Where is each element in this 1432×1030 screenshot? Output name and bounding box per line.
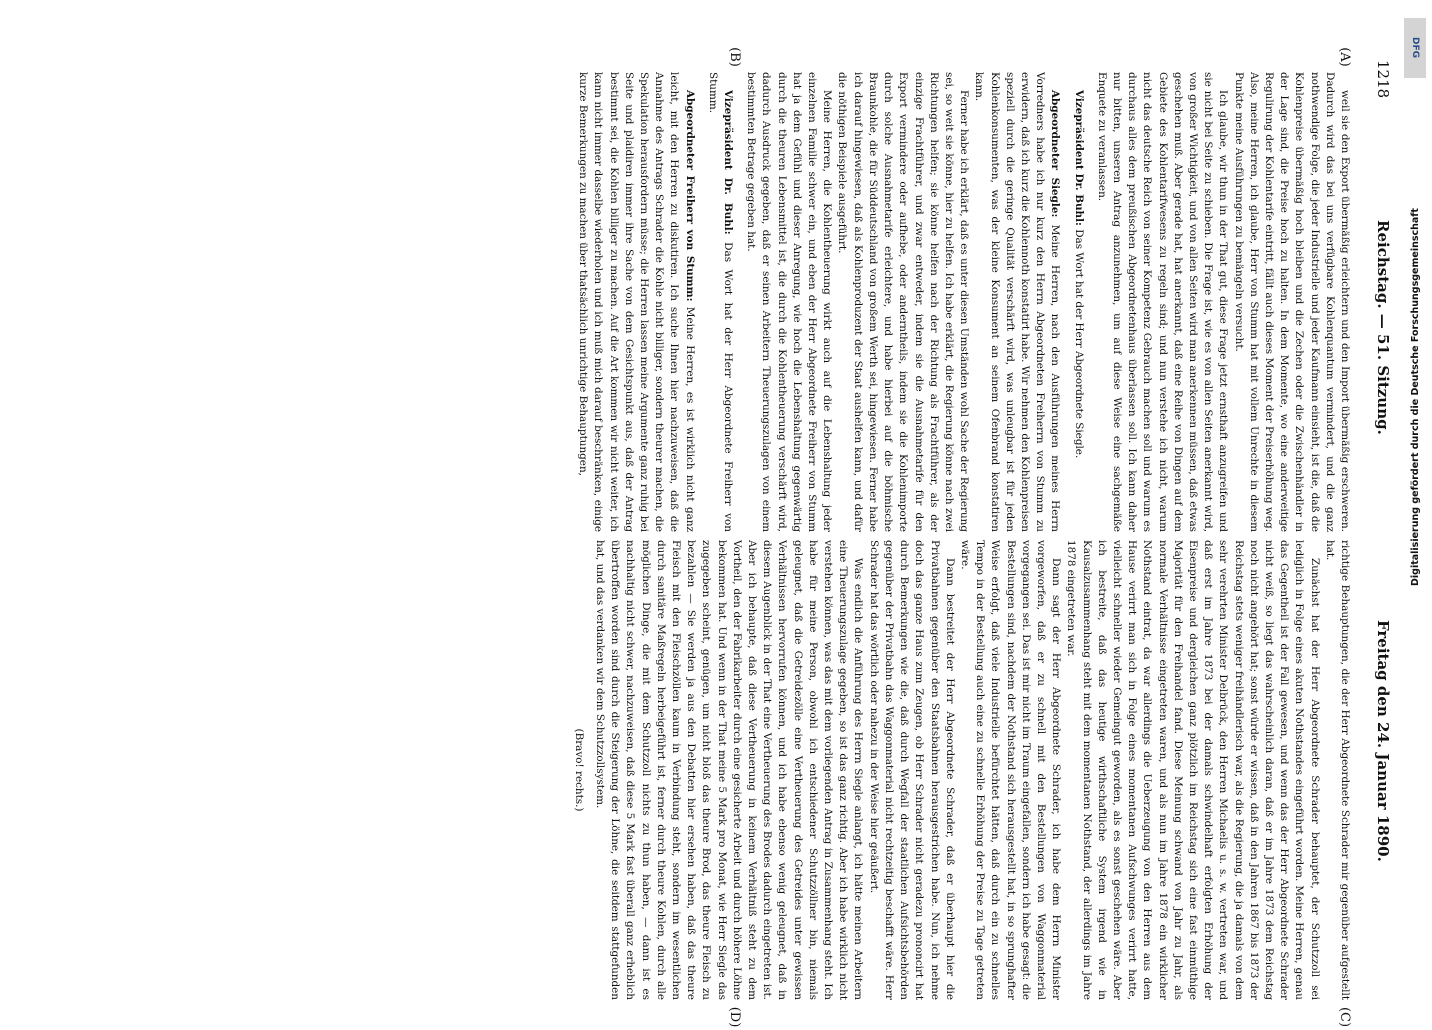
digitization-note: Digitalisierung gefördert durch die Deutsche Forschungsgemeinschaft [1410, 208, 1421, 586]
speech-text: Das Wort hat der Herr Abgeordnete Freiherr von Stumm. [706, 72, 735, 532]
page-header [1366, 60, 1392, 990]
margin-marker-a: (A) [1337, 47, 1352, 67]
speaker-paragraph [971, 72, 1062, 532]
speaker-name: Vizepräsident Dr. Buhl: [1072, 90, 1085, 226]
speaker-paragraph [705, 72, 735, 532]
speaker-name: Abgeordneter Siegle: [1049, 90, 1062, 218]
paragraph: Meine Herren, die Kohlentheuerung wirkt auch auf die Lebenshaltung jeder einzelnen Familie schwer ein, und eben der Herr Abgeordnete Freiherr von Stumm hat ja dem Gefühl und dieser Anregung, wie hoch die Lebenshaltung gegenwärtig durch die theuren Lebensmittel ist, die durch die Kohlentheuerung verschärft wird, dadurch Ausdruck gegeben, daß er seinen Arbeitern Theuerungszulagen von einem bestimmten Betrage gegeben hat. [745, 72, 834, 532]
left-column [112, 72, 1352, 532]
paragraph: Ich glaube, wir thun in der That gut, diese Frage jetzt ernsthaft anzugreifen und sie nicht bei Seite zu schieben. Die Frage ist, wie es von allen Seiten anerkannt wird, von großer Wichtigkeit, und von allen Seiten wird man anerkennen müssen, daß etwas geschehen muß. Aber gerade hat, hat anerkannt, daß eine Reihe von Dingen auf dem Gebiete des Kohlentarifwesens zu regeln sind; und nun verstehe ich nicht, warum nicht das deutsche Reich von seiner Kompetenz Gebrauch machen soll und warum es durchaus alles dem preußischen Abgeordnetenhaus überlassen soll. Ich kann daher nur bitten, unseren Antrag anzunehmen, um auf diese Weise eine sachgemäße Enquete zu veranlassen. [1095, 72, 1230, 532]
paragraph: Zunächst hat der Herr Abgeordnete Schrader behauptet, der Schutzzoll sei lediglich in Folge eines akuten Nothstandes eingeführt worden. Meine Herren, genau das Gegentheil ist der Fall gewesen, und wenn das der Herr Abgeordnete Schrader nicht weiß, so liegt das wahrscheinlich daran, daß er im Jahre 1873 dem Reichstag noch nicht angehört hat; sonst würde er wissen, daß in den Jahren 1867 bis 1873 der Reichstag stets weniger freihändlerisch war, als die Regierung, die ja damals von dem sehr verehrten Minister Delbrück, den Herren Michaelis u. s. w. vertreten war, und daß erst im Jahre 1873 bei der damals schwindelhaft erfolgten Erhöhung der Eisenpreise und dergleichen ganz plötzlich im Reichstag sich eine fast einmüthige Majorität für den Freihandel fand. Diese Meinung schwand von Jahr zu Jahr, als normale Verhältnisse eingetreten waren, und als nun im Jahre 1878 ein wirklicher Nothstand eintrat, da war allerdings die Ueberzeugung von den Herren aus dem Hause verirrt man sich in Folge eines momentanen Aufschwunges verirrt hatte, vielleicht schneller wieder Gemeingut geworden, als es sonst geschehen wäre. Aber ich bestreite, daß das heutige wirthschaftliche System irgend wie in Kausalzusammenhang steht mit dem momentanen Nothstand, der allerdings im Jahre 1878 eingetreten war. [1065, 540, 1321, 1000]
header-session: Reichstag. — 51. Sitzung. [1374, 220, 1392, 435]
speech-text: Meine Herren, nach den Ausführungen meines Herrn Vorredners habe ich nur kurz den Herrn Abgeordneten Freiherrn von Stumm zu erwidern, daß ich kurz die Kohlennoth konstatirt habe. Wir nehmen den Kohlenpreisen speziell durch die geringe Qualität verschärft wird, was unleugbar ist für jeden Kohlenkonsumenten, was der kleine Konsument an seinem Ofenbrand konstatiren kann. [973, 72, 1062, 532]
paragraph: Dann bestreitet der Herr Abgeordnete Schrader, daß er überhaupt hier die Privatbahnen gegenüber den Staatsbahnen herausgestrichen habe. Nun, ich nehme doch das ganze Haus zum Zeugen, ob Herr Schrader nicht geradezu prononcirt hat durch Bemerkungen wie die, daß durch Wegfall der staatlichen Aufsichtsbehörden gegenüber der Privatbahn das Waggonmaterial nicht rechtzeitig beschafft wäre. Herr Schrader hat das wörtlich oder nahezu in der Weise hier geäußert. [867, 540, 956, 1000]
paragraph: Dann sagt der Herr Abgeordnete Schrader, ich habe dem Herrn Minister vorgeworfen, daß er zu schnell mit den Bestellungen von Waggonmaterial vorgegangen sei. Das ist mir nicht im Traum eingefallen, sondern ich habe gesagt: die Bestellungen sind, nachdem der Nothstand sich herausgestellt hat, in so sprunghafter Weise erfolgt, daß viele Industrielle befürchtet hätten, daß durch ein zu schnelles Tempo in der Bestellung auch eine zu schnelle Erhöhung der Preise zu Tage getreten wäre. [958, 540, 1063, 1000]
margin-marker-d: (D) [727, 1006, 742, 1028]
header-date: Freitag den 24. Januar 1890. [1374, 620, 1392, 862]
dfg-logo: DFG [1404, 18, 1426, 78]
page-number: 1218 [1374, 60, 1392, 99]
margin-marker-b: (B) [727, 47, 742, 67]
speech-text: Meine Herren, es ist wirklich nicht ganz leicht, mit den Herren zu diskutiren. Ich suche Ihnen hier nachzuweisen, daß die Annahme des Antrags Schrader die Kohle nicht billiger, sondern theurer machen, die Spekulation herausfordern müsse; die Herren lassen meine Argumente ganz ruhig bei Seite und plaidiren immer ihre Sache von dem Gesichtspunkt aus, daß der Antrag bestimmt sei, die Kohlen billiger zu machen. Auf die Art kommen wir nicht weiter, ich kann nicht immer dasselbe wiederholen und ich muß mich darauf beschränken, einige kurze Bemerkungen zu machen über thatsächlich unrichtige Behauptungen, [577, 72, 696, 532]
speaker-paragraph [575, 72, 697, 532]
paragraph: weil sie den Export übermäßig erleichtern und den Import übermäßig erschweren. Dadurch wird das bei uns verfügbare Kohlenquantum vermindert, und die ganz nothwendige Folge, die jeder Industrielle und jeder Kaufmann einsieht, ist die, daß die Kohlenpreise übermäßig hoch bleiben und die Zechen oder die Zwischenhändler in der Lage sind, die Preise hoch zu halten. In dem Momente, wo eine anderweitige Regulirung der Kohlentarife eintritt, fällt auch dieses Moment der Preiserhöhung weg. Also, meine Herren, ich glaube, Herr von Stumm hat mit vollem Unrechte in diesem Punkte meine Ausführungen zu bemängeln versucht. [1232, 72, 1351, 532]
speaker-name: Abgeordneter Freiherr von Stumm: [683, 90, 696, 302]
speaker-paragraph [1070, 72, 1085, 532]
paragraph: Was endlich die Anführung des Herrn Siegle anlangt, ich hätte meinen Arbeitern eine Theuerungszulage gegeben, so ist das ganz richtig. Aber ich habe wirklich nicht verstehen können, was das mit dem vorliegenden Antrag in Zusammenhang steht. Ich habe für meine Person, obwohl ich entschiedener Schutzzöllner bin, niemals geleugnet, daß die Getreidezölle eine Vertheuerung des Getreides unter gewissen Verhältnissen hervorrufen können, und ich habe ebenso wenig geleugnet, daß in diesem Augenblick in der That eine Vertheuerung des Brodes dadurch eingetreten ist. Aber ich behaupte, daß diese Vertheuerung in keinem Verhältniß steht zu dem Vortheil, den der Fabrikarbeiter durch eine gesicherte Arbeit und durch höhere Löhne bekommen hat. Und wenn in der That meine 5 Mark pro Monat, wie Herr Siegle das zugegeben scheint, genügen, um nicht bloß das theure Brod, das theure Fleisch zu bezahlen — Sie werden ja aus den Debatten hier ersehen haben, daß das theure Fleisch mit den Fleischzöllen kaum in Verbindung steht, sondern im wesentlichen durch sanitäre Maßregeln herbeigeführt ist, ferner durch theure Kohlen, durch alle möglichen Dinge, die mit dem Schutzzoll nichts zu thun haben, — dann ist es nachhaltig nicht schwer, nachzuweisen, daß diese 5 Mark fast überall ganz erheblich übertroffen worden sind durch die Steigerung der Löhne, die seitdem stattgefunden hat, und das verdanken wir dem Schutzzollsystem. [594, 540, 865, 1000]
speech-text: Das Wort hat der Herr Abgeordnete Siegle. [1072, 229, 1085, 459]
right-column [112, 540, 1352, 1000]
speaker-name: Vizepräsident Dr. Buhl: [722, 90, 735, 235]
margin-marker-c: (C) [1337, 1006, 1352, 1028]
paragraph: Ferner habe ich erklärt, daß es unter diesen Umständen wohl Sache der Regierung sei, so weit sie könne, hier zu helfen. Ich habe erklärt, die Regierung könne nach zwei Richtungen helfen; sie könne helfen nach der Richtung als Frachtführer, als der einzige Frachtführer, und zwar entweder, indem sie die Ausnahmetarife für den Export vermindere oder aufhebe, oder anderntheils, indem sie die Kohlenimporte durch solche Ausnahmetarife erleichtere, und habe hierbei auf die böhmische Braunkohle, die für Süddeutschland von großem Werth sei, hingewiesen. Ferner habe ich darauf hingewiesen, daß als Kohlenproduzent der Staat aushelfen kann, und dafür die nöthigen Beispiele ausgeführt. [836, 72, 971, 532]
paragraph: richtige Behauptungen, die der Herr Abgeordnete Schrader mir gegenüber aufgestellt hat. [1323, 540, 1351, 1000]
applause-note: (Bravo! rechts.) [572, 728, 585, 812]
